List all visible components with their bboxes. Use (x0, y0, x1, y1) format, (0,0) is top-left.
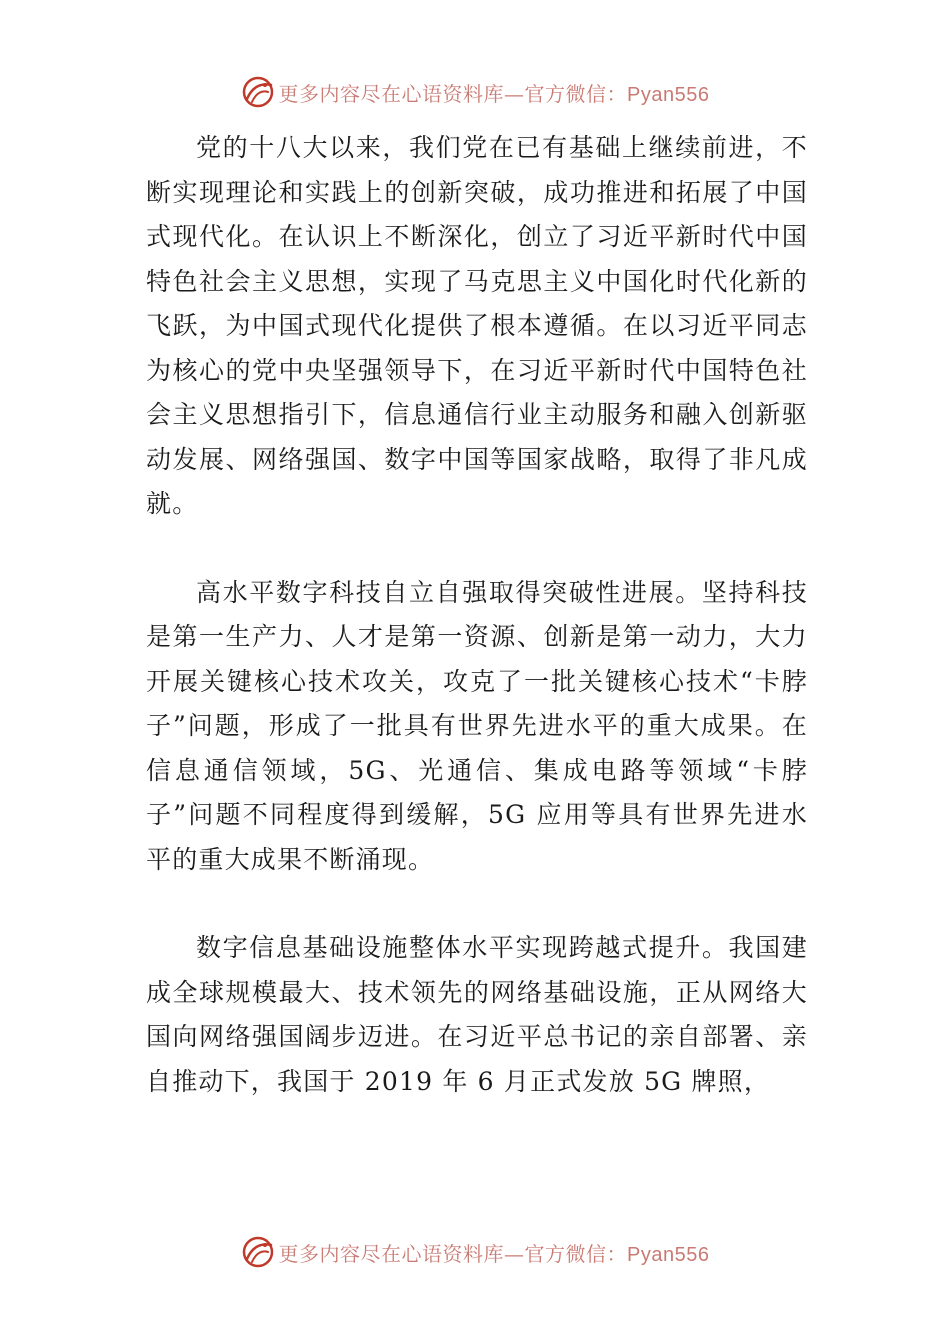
footer-banner-label: 更多内容尽在心语资料库—官方微信： (278, 1241, 628, 1266)
paragraph-3: 数字信息基础设施整体水平实现跨越式提升。我国建成全球规模最大、技术领先的网络基础设施，正从网络大国向网络强国阔步迈进。在习近平总书记的亲自部署、亲自推动下，我国于 2019 年 6 月正式发放 5G 牌照， (146, 933, 808, 1096)
header-wechat-id: Pyan556 (627, 83, 710, 106)
footer-watermark-banner (0, 1232, 950, 1272)
header-banner-text (279, 78, 710, 107)
paragraph-1: 党的十八大以来，我们党在已有基础上继续前进，不断实现理论和实践上的创新突破，成功推进和拓展了中国式现代化。在认识上不断深化，创立了习近平新时代中国特色社会主义思想，实现了马克思主义中国化时代化新的飞跃，为中国式现代化提供了根本遵循。在以习近平同志为核心的党中央坚强领导下，在习近平新时代中国特色社会主义思想指引下，信息通信行业主动服务和融入创新驱动发展、网络强国、数字中国等国家战略，取得了非凡成就。 (146, 133, 808, 518)
logo-icon (241, 75, 275, 109)
header-banner-label: 更多内容尽在心语资料库—官方微信： (278, 81, 628, 106)
document-body (146, 126, 808, 1104)
paragraph-2: 高水平数字科技自立自强取得突破性进展。坚持科技是第一生产力、人才是第一资源、创新是第一动力，大力开展关键核心技术攻关，攻克了一批关键核心技术“卡脖子”问题，形成了一批具有世界先进水平的重大成果。在信息通信领域，5G、光通信、集成电路等领域“卡脖子”问题不同程度得到缓解，5G 应用等具有世界先进水平的重大成果不断涌现。 (146, 577, 808, 874)
logo-icon (241, 1235, 275, 1269)
footer-banner-text (279, 1238, 710, 1267)
header-watermark-banner (0, 72, 950, 112)
footer-wechat-id: Pyan556 (627, 1243, 710, 1266)
